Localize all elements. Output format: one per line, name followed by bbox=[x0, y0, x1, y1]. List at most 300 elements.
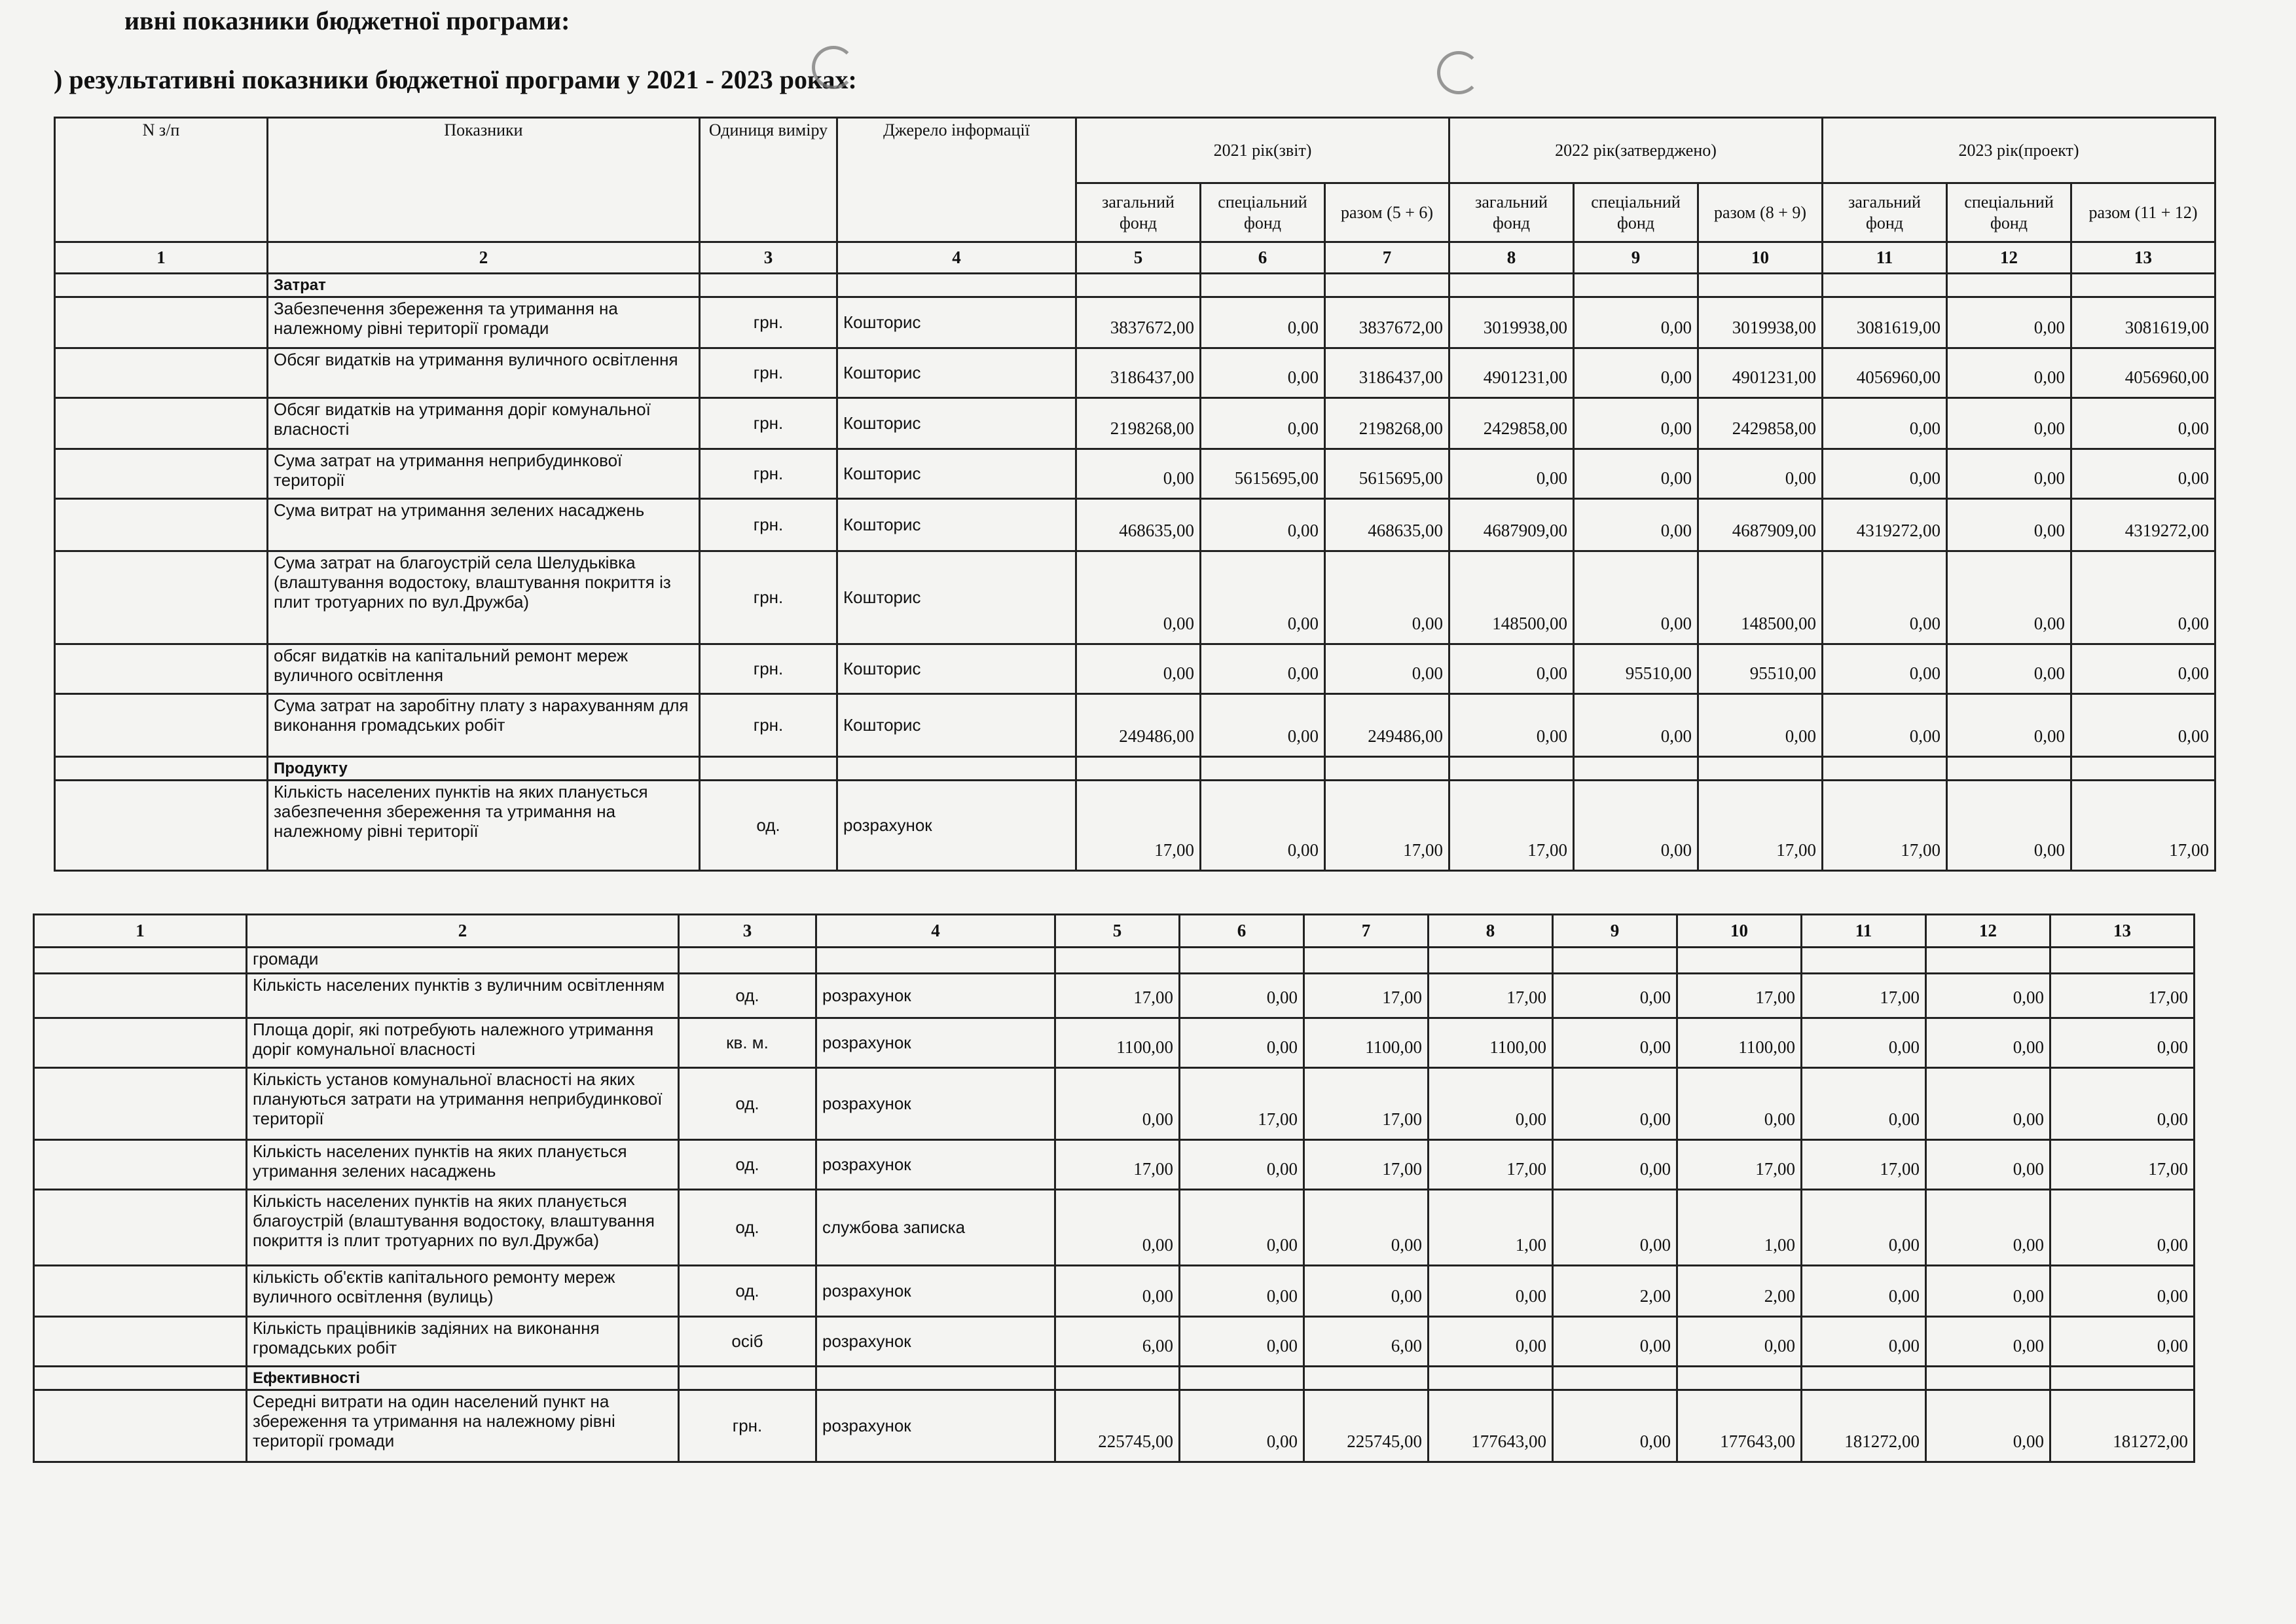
empty-cell bbox=[2050, 948, 2195, 974]
column-number-cell: 7 bbox=[1304, 915, 1429, 948]
value-cell: 17,00 bbox=[2071, 781, 2215, 871]
value-cell: 181272,00 bbox=[1802, 1390, 1926, 1462]
empty-cell bbox=[1553, 1367, 1677, 1390]
value-cell: 0,00 bbox=[1947, 499, 2071, 551]
column-number-cell: 12 bbox=[1947, 242, 2071, 274]
row-index-cell bbox=[34, 974, 247, 1018]
information-source: Кошторис bbox=[837, 644, 1076, 694]
column-number-cell: 11 bbox=[1823, 242, 1947, 274]
value-cell: 3019938,00 bbox=[1449, 297, 1574, 348]
indicators-table-page1 bbox=[54, 117, 2216, 872]
value-cell: 17,00 bbox=[2050, 974, 2195, 1018]
information-source: розрахунок bbox=[816, 1068, 1055, 1140]
column-number-cell: 9 bbox=[1574, 242, 1698, 274]
table-row bbox=[55, 348, 2215, 398]
column-number-row bbox=[34, 915, 2195, 948]
table-row bbox=[55, 551, 2215, 644]
indicators-table-page2 bbox=[33, 913, 2195, 1463]
unit-of-measure: од. bbox=[679, 1266, 816, 1317]
value-cell: 0,00 bbox=[1947, 449, 2071, 499]
table-row bbox=[55, 694, 2215, 757]
value-cell: 3186437,00 bbox=[1076, 348, 1201, 398]
value-cell: 2,00 bbox=[1553, 1266, 1677, 1317]
empty-cell bbox=[1698, 757, 1823, 781]
value-cell: 0,00 bbox=[1429, 1266, 1553, 1317]
value-cell: 0,00 bbox=[1574, 551, 1698, 644]
column-number-cell: 13 bbox=[2050, 915, 2195, 948]
section-row bbox=[55, 757, 2215, 781]
empty-cell bbox=[1449, 757, 1574, 781]
value-cell: 0,00 bbox=[1180, 1140, 1304, 1190]
value-cell: 0,00 bbox=[1201, 781, 1325, 871]
value-cell: 0,00 bbox=[1926, 974, 2050, 1018]
value-cell: 148500,00 bbox=[1698, 551, 1823, 644]
table-row bbox=[55, 644, 2215, 694]
punch-hole-right bbox=[1437, 51, 1480, 94]
value-cell: 0,00 bbox=[2050, 1190, 2195, 1266]
empty-cell bbox=[1325, 274, 1449, 297]
empty-cell bbox=[837, 274, 1076, 297]
value-cell: 17,00 bbox=[1429, 974, 1553, 1018]
value-cell: 148500,00 bbox=[1449, 551, 1574, 644]
value-cell: 17,00 bbox=[1304, 1068, 1429, 1140]
value-cell: 4687909,00 bbox=[1698, 499, 1823, 551]
empty-cell bbox=[1429, 1367, 1553, 1390]
row-index-cell bbox=[55, 449, 268, 499]
value-cell: 2198268,00 bbox=[1325, 398, 1449, 449]
empty-cell bbox=[1823, 274, 1947, 297]
column-number-cell: 9 bbox=[1553, 915, 1677, 948]
value-cell: 0,00 bbox=[2071, 694, 2215, 757]
value-cell: 0,00 bbox=[1180, 1317, 1304, 1367]
value-cell: 0,00 bbox=[2071, 551, 2215, 644]
table-row bbox=[34, 1390, 2195, 1462]
indicator-name: кількість об'єктів капітального ремонту мереж вуличного освітлення (вулиць) bbox=[247, 1266, 679, 1317]
row-index-cell bbox=[34, 1317, 247, 1367]
unit-of-measure: кв. м. bbox=[679, 1018, 816, 1068]
empty-cell bbox=[816, 948, 1055, 974]
value-cell: 181272,00 bbox=[2050, 1390, 2195, 1462]
value-cell: 0,00 bbox=[1947, 694, 2071, 757]
column-number-cell: 6 bbox=[1180, 915, 1304, 948]
information-source: розрахунок bbox=[816, 1266, 1055, 1317]
unit-of-measure: од. bbox=[679, 974, 816, 1018]
column-number-cell: 4 bbox=[837, 242, 1076, 274]
value-cell: 4687909,00 bbox=[1449, 499, 1574, 551]
empty-cell bbox=[1574, 757, 1698, 781]
value-cell: 0,00 bbox=[1429, 1317, 1553, 1367]
empty-cell bbox=[1926, 948, 2050, 974]
value-cell: 0,00 bbox=[1180, 1190, 1304, 1266]
empty-cell bbox=[1304, 948, 1429, 974]
value-cell: 0,00 bbox=[1802, 1018, 1926, 1068]
value-cell: 0,00 bbox=[2050, 1317, 2195, 1367]
unit-of-measure: од. bbox=[679, 1190, 816, 1266]
value-cell: 0,00 bbox=[1574, 348, 1698, 398]
value-cell: 0,00 bbox=[1823, 551, 1947, 644]
information-source: розрахунок bbox=[816, 974, 1055, 1018]
value-cell: 0,00 bbox=[1180, 974, 1304, 1018]
unit-of-measure: грн. bbox=[700, 694, 837, 757]
value-cell: 0,00 bbox=[1926, 1390, 2050, 1462]
value-cell: 0,00 bbox=[1553, 1390, 1677, 1462]
empty-cell bbox=[1677, 1367, 1802, 1390]
column-number-cell: 10 bbox=[1677, 915, 1802, 948]
indicator-name: Сума затрат на заробітну плату з нарахуванням для виконання громадських робіт bbox=[268, 694, 700, 757]
col-header-special-fund: спеціальний фонд bbox=[1947, 183, 2071, 242]
value-cell: 17,00 bbox=[1076, 781, 1201, 871]
row-index-cell bbox=[34, 1140, 247, 1190]
value-cell: 4901231,00 bbox=[1449, 348, 1574, 398]
row-index-cell bbox=[34, 1190, 247, 1266]
value-cell: 177643,00 bbox=[1677, 1390, 1802, 1462]
empty-cell bbox=[700, 757, 837, 781]
unit-of-measure: од. bbox=[679, 1068, 816, 1140]
value-cell: 0,00 bbox=[1802, 1190, 1926, 1266]
value-cell: 0,00 bbox=[1802, 1317, 1926, 1367]
information-source: Кошторис bbox=[837, 348, 1076, 398]
value-cell: 0,00 bbox=[1947, 398, 2071, 449]
column-number-cell: 5 bbox=[1055, 915, 1180, 948]
value-cell: 2,00 bbox=[1677, 1266, 1802, 1317]
empty-cell bbox=[1304, 1367, 1429, 1390]
value-cell: 17,00 bbox=[1180, 1068, 1304, 1140]
col-header-total: разом (11 + 12) bbox=[2071, 183, 2215, 242]
empty-cell bbox=[1201, 274, 1325, 297]
col-header-year-2021: 2021 рік(звіт) bbox=[1076, 118, 1449, 183]
row-index-cell bbox=[34, 1390, 247, 1462]
column-number-cell: 2 bbox=[247, 915, 679, 948]
empty-cell bbox=[700, 274, 837, 297]
value-cell: 0,00 bbox=[1574, 781, 1698, 871]
empty-cell bbox=[1947, 274, 2071, 297]
value-cell: 3081619,00 bbox=[2071, 297, 2215, 348]
value-cell: 0,00 bbox=[1201, 348, 1325, 398]
value-cell: 0,00 bbox=[1947, 551, 2071, 644]
column-number-cell: 6 bbox=[1201, 242, 1325, 274]
row-index-cell bbox=[55, 348, 268, 398]
col-header-total: разом (8 + 9) bbox=[1698, 183, 1823, 242]
value-cell: 4056960,00 bbox=[1823, 348, 1947, 398]
value-cell: 2429858,00 bbox=[1698, 398, 1823, 449]
row-index-cell bbox=[34, 1068, 247, 1140]
column-number-cell: 2 bbox=[268, 242, 700, 274]
unit-of-measure: грн. bbox=[700, 297, 837, 348]
row-index-cell bbox=[55, 757, 268, 781]
value-cell: 0,00 bbox=[1201, 297, 1325, 348]
col-header-year-2023: 2023 рік(проект) bbox=[1823, 118, 2215, 183]
row-index-cell bbox=[55, 694, 268, 757]
empty-cell bbox=[1055, 1367, 1180, 1390]
information-source: розрахунок bbox=[816, 1390, 1055, 1462]
empty-cell bbox=[1076, 274, 1201, 297]
col-header-general-fund: загальний фонд bbox=[1823, 183, 1947, 242]
punch-hole-left bbox=[812, 46, 855, 89]
column-number-cell: 8 bbox=[1429, 915, 1553, 948]
value-cell: 0,00 bbox=[1574, 398, 1698, 449]
value-cell: 0,00 bbox=[2071, 449, 2215, 499]
row-index-cell bbox=[55, 398, 268, 449]
empty-cell bbox=[1947, 757, 2071, 781]
value-cell: 1,00 bbox=[1429, 1190, 1553, 1266]
value-cell: 2429858,00 bbox=[1449, 398, 1574, 449]
information-source: розрахунок bbox=[816, 1140, 1055, 1190]
table-row bbox=[55, 499, 2215, 551]
value-cell: 0,00 bbox=[1677, 1068, 1802, 1140]
indicator-name: Площа доріг, які потребують належного утримання доріг комунальної власності bbox=[247, 1018, 679, 1068]
value-cell: 0,00 bbox=[1947, 297, 2071, 348]
value-cell: 1100,00 bbox=[1055, 1018, 1180, 1068]
empty-cell bbox=[1802, 1367, 1926, 1390]
value-cell: 0,00 bbox=[1325, 644, 1449, 694]
value-cell: 0,00 bbox=[1055, 1068, 1180, 1140]
value-cell: 0,00 bbox=[1926, 1018, 2050, 1068]
column-number-cell: 3 bbox=[700, 242, 837, 274]
empty-cell bbox=[1926, 1367, 2050, 1390]
column-number-cell: 8 bbox=[1449, 242, 1574, 274]
empty-cell bbox=[1802, 948, 1926, 974]
value-cell: 0,00 bbox=[1201, 398, 1325, 449]
table-row bbox=[34, 1068, 2195, 1140]
unit-of-measure: грн. bbox=[700, 551, 837, 644]
row-index-cell bbox=[55, 551, 268, 644]
row-index-cell bbox=[34, 948, 247, 974]
value-cell: 0,00 bbox=[1926, 1068, 2050, 1140]
indicator-name: обсяг видатків на капітальний ремонт мереж вуличного освітлення bbox=[268, 644, 700, 694]
value-cell: 95510,00 bbox=[1574, 644, 1698, 694]
information-source: Кошторис bbox=[837, 694, 1076, 757]
unit-of-measure: грн. bbox=[700, 449, 837, 499]
value-cell: 4319272,00 bbox=[1823, 499, 1947, 551]
row-index-cell bbox=[34, 1367, 247, 1390]
value-cell: 1100,00 bbox=[1304, 1018, 1429, 1068]
value-cell: 0,00 bbox=[1802, 1266, 1926, 1317]
value-cell: 0,00 bbox=[1076, 449, 1201, 499]
unit-of-measure: од. bbox=[679, 1140, 816, 1190]
value-cell: 0,00 bbox=[1325, 551, 1449, 644]
value-cell: 1,00 bbox=[1677, 1190, 1802, 1266]
empty-cell bbox=[1677, 948, 1802, 974]
row-index-cell bbox=[55, 781, 268, 871]
value-cell: 17,00 bbox=[1802, 974, 1926, 1018]
value-cell: 0,00 bbox=[2050, 1266, 2195, 1317]
empty-cell bbox=[1698, 274, 1823, 297]
table-row bbox=[55, 297, 2215, 348]
information-source: розрахунок bbox=[837, 781, 1076, 871]
empty-cell bbox=[1823, 757, 1947, 781]
row-index-cell bbox=[55, 297, 268, 348]
information-source: Кошторис bbox=[837, 499, 1076, 551]
table-row bbox=[34, 1266, 2195, 1317]
value-cell: 0,00 bbox=[1449, 644, 1574, 694]
value-cell: 0,00 bbox=[1574, 297, 1698, 348]
value-cell: 4056960,00 bbox=[2071, 348, 2215, 398]
value-cell: 3019938,00 bbox=[1698, 297, 1823, 348]
table-row bbox=[34, 974, 2195, 1018]
column-number-cell: 3 bbox=[679, 915, 816, 948]
information-source: Кошторис bbox=[837, 398, 1076, 449]
value-cell: 0,00 bbox=[1553, 1317, 1677, 1367]
value-cell: 4319272,00 bbox=[2071, 499, 2215, 551]
indicator-name: Обсяг видатків на утримання доріг комунальної власності bbox=[268, 398, 700, 449]
value-cell: 0,00 bbox=[1201, 694, 1325, 757]
value-cell: 0,00 bbox=[1180, 1018, 1304, 1068]
col-header-general-fund: загальний фонд bbox=[1449, 183, 1574, 242]
value-cell: 3837672,00 bbox=[1076, 297, 1201, 348]
col-header-special-fund: спеціальний фонд bbox=[1574, 183, 1698, 242]
value-cell: 17,00 bbox=[1304, 974, 1429, 1018]
value-cell: 0,00 bbox=[1076, 551, 1201, 644]
col-header-unit: Одиниця виміру bbox=[700, 118, 837, 242]
value-cell: 249486,00 bbox=[1076, 694, 1201, 757]
row-index-cell bbox=[55, 274, 268, 297]
value-cell: 0,00 bbox=[1926, 1190, 2050, 1266]
value-cell: 0,00 bbox=[1180, 1266, 1304, 1317]
value-cell: 3837672,00 bbox=[1325, 297, 1449, 348]
value-cell: 0,00 bbox=[1947, 781, 2071, 871]
table-row bbox=[34, 1018, 2195, 1068]
value-cell: 95510,00 bbox=[1698, 644, 1823, 694]
value-cell: 17,00 bbox=[1304, 1140, 1429, 1190]
section-title: Затрат bbox=[268, 274, 700, 297]
table-row bbox=[34, 1317, 2195, 1367]
empty-cell bbox=[1076, 757, 1201, 781]
empty-cell bbox=[1574, 274, 1698, 297]
indicator-name: Обсяг видатків на утримання вуличного освітлення bbox=[268, 348, 700, 398]
value-cell: 17,00 bbox=[1055, 1140, 1180, 1190]
value-cell: 3186437,00 bbox=[1325, 348, 1449, 398]
indicator-name: Сума витрат на утримання зелених насаджень bbox=[268, 499, 700, 551]
information-source: Кошторис bbox=[837, 551, 1076, 644]
indicator-name: Кількість працівників задіяних на виконання громадських робіт bbox=[247, 1317, 679, 1367]
empty-cell bbox=[1325, 757, 1449, 781]
information-source: розрахунок bbox=[816, 1018, 1055, 1068]
value-cell: 0,00 bbox=[1553, 1068, 1677, 1140]
value-cell: 0,00 bbox=[1553, 1018, 1677, 1068]
table-row bbox=[55, 449, 2215, 499]
value-cell: 0,00 bbox=[1947, 348, 2071, 398]
value-cell: 0,00 bbox=[2071, 644, 2215, 694]
value-cell: 0,00 bbox=[1449, 449, 1574, 499]
value-cell: 0,00 bbox=[1574, 694, 1698, 757]
value-cell: 17,00 bbox=[2050, 1140, 2195, 1190]
col-header-source: Джерело інформації bbox=[837, 118, 1076, 242]
value-cell: 249486,00 bbox=[1325, 694, 1449, 757]
unit-of-measure: осіб bbox=[679, 1317, 816, 1367]
value-cell: 0,00 bbox=[1947, 644, 2071, 694]
unit-of-measure: грн. bbox=[679, 1390, 816, 1462]
information-source: Кошторис bbox=[837, 449, 1076, 499]
value-cell: 225745,00 bbox=[1055, 1390, 1180, 1462]
table-row bbox=[34, 1140, 2195, 1190]
table-row bbox=[55, 398, 2215, 449]
information-source: службова записка bbox=[816, 1190, 1055, 1266]
value-cell: 0,00 bbox=[1304, 1266, 1429, 1317]
unit-of-measure: грн. bbox=[700, 398, 837, 449]
value-cell: 3081619,00 bbox=[1823, 297, 1947, 348]
value-cell: 6,00 bbox=[1304, 1317, 1429, 1367]
column-number-cell: 1 bbox=[55, 242, 268, 274]
value-cell: 5615695,00 bbox=[1325, 449, 1449, 499]
empty-cell bbox=[837, 757, 1076, 781]
indicator-name: Кількість установ комунальної власності на яких плануються затрати на утримання неприбудинкової території bbox=[247, 1068, 679, 1140]
value-cell: 0,00 bbox=[1926, 1140, 2050, 1190]
indicator-name: Сума затрат на утримання неприбудинкової території bbox=[268, 449, 700, 499]
continuation-row bbox=[34, 948, 2195, 974]
value-cell: 0,00 bbox=[1201, 644, 1325, 694]
value-cell: 0,00 bbox=[1449, 694, 1574, 757]
value-cell: 0,00 bbox=[1429, 1068, 1553, 1140]
value-cell: 4901231,00 bbox=[1698, 348, 1823, 398]
value-cell: 468635,00 bbox=[1325, 499, 1449, 551]
col-header-indicators: Показники bbox=[268, 118, 700, 242]
value-cell: 0,00 bbox=[1553, 1140, 1677, 1190]
value-cell: 0,00 bbox=[1926, 1317, 2050, 1367]
value-cell: 0,00 bbox=[1574, 449, 1698, 499]
value-cell: 17,00 bbox=[1677, 1140, 1802, 1190]
empty-cell bbox=[1201, 757, 1325, 781]
row-index-cell bbox=[34, 1266, 247, 1317]
value-cell: 0,00 bbox=[1076, 644, 1201, 694]
empty-cell bbox=[679, 1367, 816, 1390]
column-number-cell: 10 bbox=[1698, 242, 1823, 274]
value-cell: 0,00 bbox=[1201, 551, 1325, 644]
value-cell: 2198268,00 bbox=[1076, 398, 1201, 449]
row-index-cell bbox=[55, 644, 268, 694]
indicator-name: Сума затрат на благоустрій села Шелудьківка (влаштування водостоку, влаштування покриття із плит тротуарних по вул.Дружба) bbox=[268, 551, 700, 644]
value-cell: 17,00 bbox=[1677, 974, 1802, 1018]
value-cell: 0,00 bbox=[2071, 398, 2215, 449]
subsection-heading: ) результативні показники бюджетної програми у 2021 - 2023 роках: bbox=[54, 65, 857, 94]
indicator-name: Забезпечення збереження та утримання на належному рівні території громади bbox=[268, 297, 700, 348]
section-row bbox=[55, 274, 2215, 297]
col-header-general-fund: загальний фонд bbox=[1076, 183, 1201, 242]
value-cell: 6,00 bbox=[1055, 1317, 1180, 1367]
empty-cell bbox=[2050, 1367, 2195, 1390]
value-cell: 0,00 bbox=[1802, 1068, 1926, 1140]
value-cell: 0,00 bbox=[1823, 644, 1947, 694]
value-cell: 0,00 bbox=[1823, 694, 1947, 757]
value-cell: 17,00 bbox=[1055, 974, 1180, 1018]
column-number-cell: 4 bbox=[816, 915, 1055, 948]
value-cell: 0,00 bbox=[1201, 499, 1325, 551]
empty-cell bbox=[1553, 948, 1677, 974]
empty-cell bbox=[816, 1367, 1055, 1390]
indicator-name: Середні витрати на один населений пункт на збереження та утримання на належному рівні території громади bbox=[247, 1390, 679, 1462]
indicator-name-continuation: громади bbox=[247, 948, 679, 974]
value-cell: 0,00 bbox=[1304, 1190, 1429, 1266]
column-number-row bbox=[55, 242, 2215, 274]
indicator-name: Кількість населених пунктів на яких планується утримання зелених насаджень bbox=[247, 1140, 679, 1190]
value-cell: 0,00 bbox=[2050, 1068, 2195, 1140]
value-cell: 17,00 bbox=[1449, 781, 1574, 871]
unit-of-measure: од. bbox=[700, 781, 837, 871]
information-source: розрахунок bbox=[816, 1317, 1055, 1367]
empty-cell bbox=[1429, 948, 1553, 974]
indicator-name: Кількість населених пунктів з вуличним освітленням bbox=[247, 974, 679, 1018]
col-header-total: разом (5 + 6) bbox=[1325, 183, 1449, 242]
column-number-cell: 11 bbox=[1802, 915, 1926, 948]
value-cell: 0,00 bbox=[1553, 1190, 1677, 1266]
empty-cell bbox=[1180, 948, 1304, 974]
col-header-year-2022: 2022 рік(затверджено) bbox=[1449, 118, 1823, 183]
value-cell: 0,00 bbox=[1823, 449, 1947, 499]
col-header-n: N з/п bbox=[55, 118, 268, 242]
section-row bbox=[34, 1367, 2195, 1390]
column-number-cell: 5 bbox=[1076, 242, 1201, 274]
value-cell: 0,00 bbox=[2050, 1018, 2195, 1068]
value-cell: 177643,00 bbox=[1429, 1390, 1553, 1462]
